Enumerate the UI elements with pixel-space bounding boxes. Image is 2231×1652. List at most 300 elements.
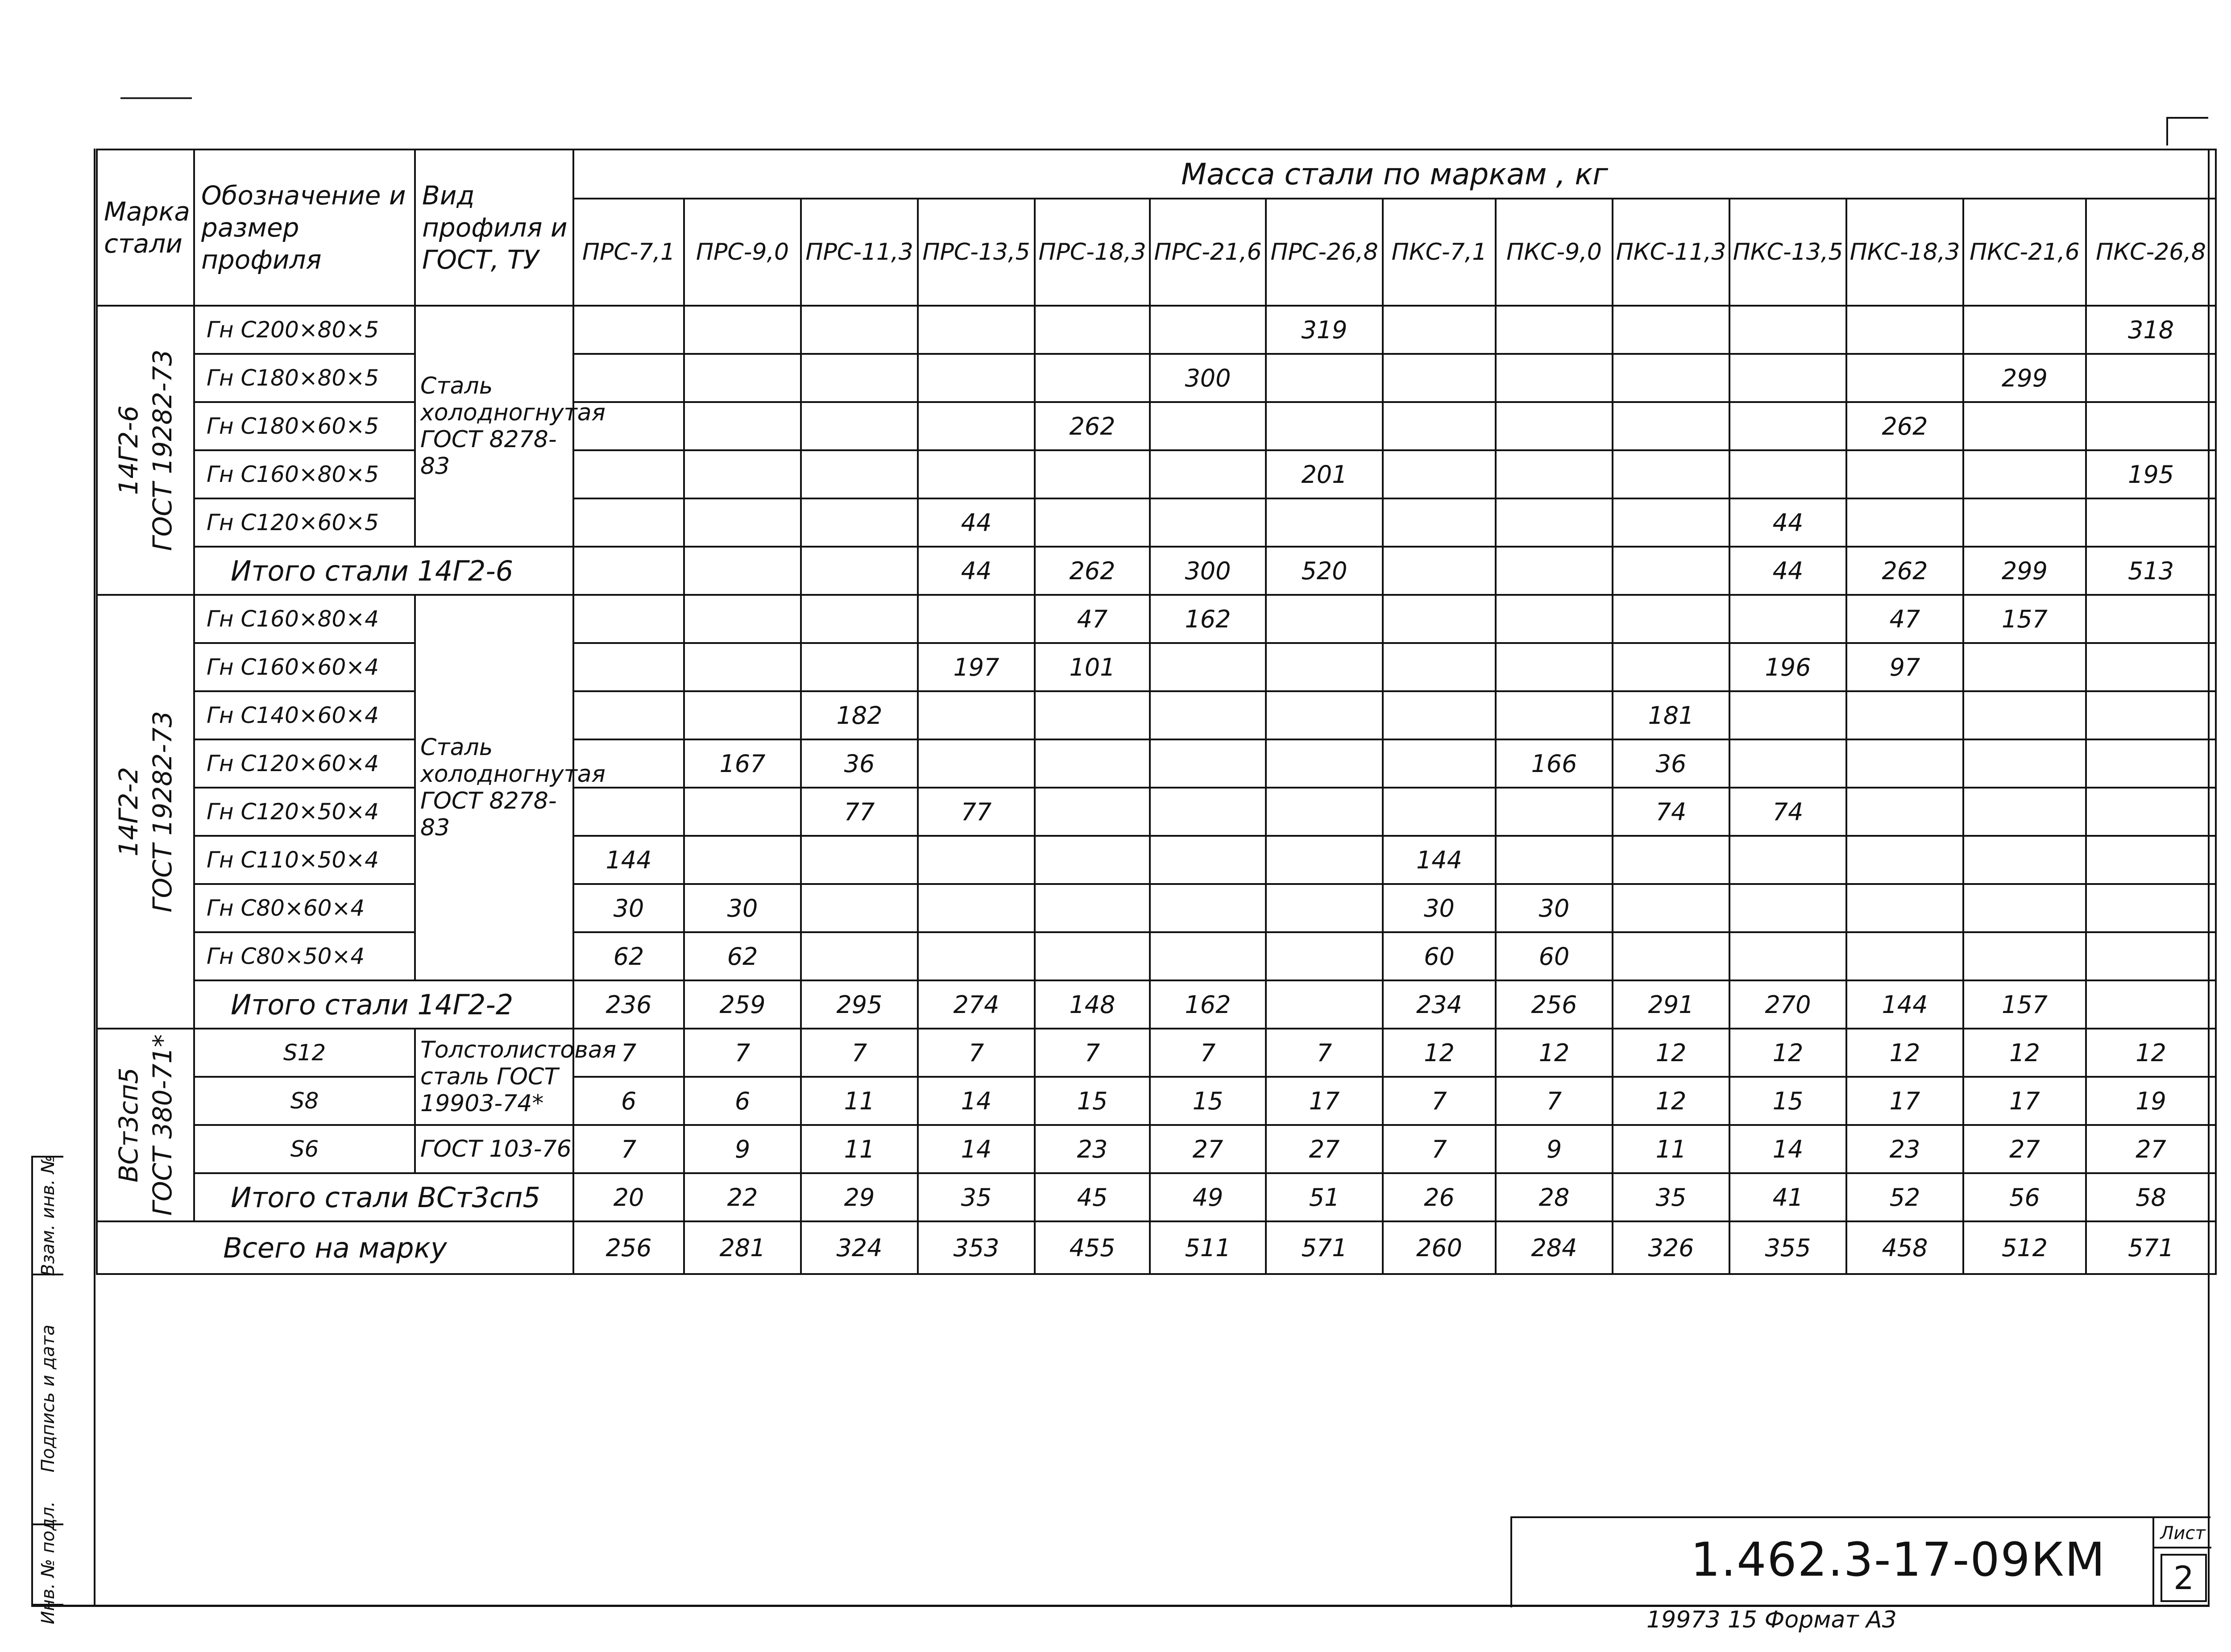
total-value: 326 [1613, 1221, 1729, 1274]
mass-value [573, 643, 684, 691]
mass-value [1383, 450, 1496, 498]
mass-value: 15 [1150, 1077, 1266, 1125]
mass-value: 62 [684, 932, 801, 980]
mass-value [1035, 498, 1150, 547]
mass-value [2086, 498, 2216, 547]
mass-value [2086, 402, 2216, 450]
table-row [97, 306, 2216, 354]
total-row [97, 1221, 2216, 1274]
mass-value [1266, 691, 1383, 739]
subtotal-value: 300 [1150, 547, 1266, 595]
mass-value: 12 [2086, 1029, 2216, 1077]
mass-value: 167 [684, 739, 801, 788]
mass-value [1035, 884, 1150, 932]
header-mark: ПРС-11,3 [801, 199, 918, 306]
mass-value [1383, 306, 1496, 354]
header-mark: ПКС-11,3 [1613, 199, 1729, 306]
mass-value: 44 [918, 498, 1035, 547]
mass-value [2086, 884, 2216, 932]
mass-value: 62 [573, 932, 684, 980]
mass-value [1266, 836, 1383, 884]
subtotal-value: 144 [1846, 980, 1963, 1029]
subtotal-value: 41 [1729, 1173, 1846, 1221]
mass-value [801, 498, 918, 547]
mass-value: 15 [1729, 1077, 1846, 1125]
mass-value: 182 [801, 691, 918, 739]
mass-value [1383, 739, 1496, 788]
total-value: 511 [1150, 1221, 1266, 1274]
mass-value: 30 [573, 884, 684, 932]
mass-value [1613, 498, 1729, 547]
mass-value: 11 [801, 1077, 918, 1125]
format-note: 19973 15 Формат А3 [1646, 1606, 1897, 1633]
mass-value: 181 [1613, 691, 1729, 739]
mass-value [1613, 836, 1729, 884]
mass-value: 7 [573, 1125, 684, 1173]
mass-value [1266, 402, 1383, 450]
mass-value [918, 691, 1035, 739]
subtotal-value: 44 [1729, 547, 1846, 595]
subtotal-value: 51 [1266, 1173, 1383, 1221]
mass-value [684, 595, 801, 643]
steel-grade-label [112, 349, 179, 551]
profile-cell: Гн C160×60×4 [194, 643, 415, 691]
header-profile: Обозначение и размер профиля [194, 149, 415, 306]
mass-value: 262 [1035, 402, 1150, 450]
total-value: 355 [1729, 1221, 1846, 1274]
mass-value [1729, 836, 1846, 884]
mass-value: 23 [1846, 1125, 1963, 1173]
mass-value [1496, 498, 1613, 547]
mass-value: 27 [1150, 1125, 1266, 1173]
steel-grade-gost: ГОСТ 19282-73 [147, 349, 178, 551]
mass-value: 9 [684, 1125, 801, 1173]
total-value: 256 [573, 1221, 684, 1274]
mass-value: 60 [1496, 932, 1613, 980]
mass-value [918, 595, 1035, 643]
total-value: 324 [801, 1221, 918, 1274]
mass-value [1846, 788, 1963, 836]
mass-value [1266, 354, 1383, 402]
profile-cell: S8 [194, 1077, 415, 1125]
header-mark: ПКС-26,8 [2086, 199, 2216, 306]
mass-value: 97 [1846, 643, 1963, 691]
mass-value [1266, 788, 1383, 836]
mass-value: 12 [1729, 1029, 1846, 1077]
mass-value: 262 [1846, 402, 1963, 450]
mass-value: 19 [2086, 1077, 2216, 1125]
total-value: 458 [1846, 1221, 1963, 1274]
table-row [97, 739, 2216, 788]
table-row [97, 691, 2216, 739]
subtotal-value [801, 547, 918, 595]
mass-value [1150, 788, 1266, 836]
side-cell-inv [33, 1501, 63, 1624]
mass-value: 6 [573, 1077, 684, 1125]
mass-value [1963, 498, 2086, 547]
side-label-replace: Взам. инв. № [38, 1155, 58, 1276]
mass-value [1266, 643, 1383, 691]
subtotal-value: 262 [1035, 547, 1150, 595]
subtotal-row [97, 1173, 2216, 1221]
mass-value: 299 [1963, 354, 2086, 402]
subtotal-value: 259 [684, 980, 801, 1029]
profile-kind: Сталь холодногнутая ГОСТ 8278-83 [415, 595, 573, 980]
header-mark: ПРС-13,5 [918, 199, 1035, 306]
mass-value: 6 [684, 1077, 801, 1125]
steel-grade-label [112, 1034, 179, 1216]
profile-cell: Гн C180×60×5 [194, 402, 415, 450]
subtotal-value: 56 [1963, 1173, 2086, 1221]
mass-value: 14 [1729, 1125, 1846, 1173]
mass-value: 12 [1613, 1077, 1729, 1125]
mass-value: 7 [1266, 1029, 1383, 1077]
total-value: 353 [918, 1221, 1035, 1274]
mass-value [1613, 402, 1729, 450]
mass-value [801, 306, 918, 354]
mass-value [1729, 932, 1846, 980]
mass-value [801, 643, 918, 691]
subtotal-value: 162 [1150, 980, 1266, 1029]
header-mark: ПРС-9,0 [684, 199, 801, 306]
total-value: 284 [1496, 1221, 1613, 1274]
mass-value: 201 [1266, 450, 1383, 498]
steel-mass-table [96, 149, 2217, 1275]
mass-value [1035, 836, 1150, 884]
mass-value [573, 788, 684, 836]
mass-value [1496, 643, 1613, 691]
mass-value [1035, 450, 1150, 498]
mass-value: 9 [1496, 1125, 1613, 1173]
mass-value: 27 [1963, 1125, 2086, 1173]
profile-cell: Гн C160×80×4 [194, 595, 415, 643]
mass-value [801, 402, 918, 450]
subtotal-label: Итого стали 14Г2-2 [194, 980, 573, 1029]
mass-value: 74 [1613, 788, 1729, 836]
mass-value [1383, 402, 1496, 450]
top-rule [120, 97, 192, 99]
mass-value [1150, 643, 1266, 691]
mass-value [1963, 739, 2086, 788]
mass-value [801, 450, 918, 498]
mass-value [1266, 498, 1383, 547]
subtotal-value: 35 [918, 1173, 1035, 1221]
subtotal-value: 520 [1266, 547, 1383, 595]
mass-value: 11 [1613, 1125, 1729, 1173]
profile-cell: Гн C200×80×5 [194, 306, 415, 354]
mass-value [1613, 884, 1729, 932]
mass-value [801, 354, 918, 402]
mass-value [1383, 788, 1496, 836]
table-row [97, 354, 2216, 402]
table-row [97, 1077, 2216, 1125]
mass-value [1150, 739, 1266, 788]
mass-value: 47 [1035, 595, 1150, 643]
subtotal-value [1496, 547, 1613, 595]
mass-value [1035, 932, 1150, 980]
subtotal-value: 49 [1150, 1173, 1266, 1221]
mass-value [1383, 498, 1496, 547]
mass-value [1613, 643, 1729, 691]
mass-value [801, 884, 918, 932]
mass-value [1846, 354, 1963, 402]
mass-value: 12 [1383, 1029, 1496, 1077]
table-row [97, 595, 2216, 643]
mass-value [918, 739, 1035, 788]
header-mark: ПКС-18,3 [1846, 199, 1963, 306]
mass-value: 74 [1729, 788, 1846, 836]
mass-value [2086, 691, 2216, 739]
side-stamp [31, 1155, 63, 1624]
mass-value [1729, 884, 1846, 932]
mass-value [1613, 450, 1729, 498]
mass-value [1150, 450, 1266, 498]
mass-value [1266, 739, 1383, 788]
mass-value [1035, 306, 1150, 354]
mass-value: 101 [1035, 643, 1150, 691]
mass-value [1383, 595, 1496, 643]
mass-value: 14 [918, 1125, 1035, 1173]
mass-value [1963, 402, 2086, 450]
mass-value: 195 [2086, 450, 2216, 498]
total-value: 281 [684, 1221, 801, 1274]
mass-value [1963, 691, 2086, 739]
total-value: 455 [1035, 1221, 1150, 1274]
total-label: Всего на марку [97, 1221, 573, 1274]
mass-value [1963, 932, 2086, 980]
header-grade: Марка стали [97, 149, 194, 306]
mass-value: 36 [1613, 739, 1729, 788]
mass-value [573, 354, 684, 402]
subtotal-value [1613, 547, 1729, 595]
mass-value [1613, 354, 1729, 402]
mass-value [1846, 450, 1963, 498]
subtotal-value [2086, 980, 2216, 1029]
subtotal-value: 35 [1613, 1173, 1729, 1221]
mass-value [1613, 306, 1729, 354]
mass-value [2086, 354, 2216, 402]
profile-cell: Гн C140×60×4 [194, 691, 415, 739]
total-value: 571 [1266, 1221, 1383, 1274]
mass-value [1150, 884, 1266, 932]
profile-cell: S6 [194, 1125, 415, 1173]
mass-value: 77 [801, 788, 918, 836]
title-block [1510, 1516, 2210, 1607]
mass-value [1729, 354, 1846, 402]
sheet-number: 2 [2161, 1554, 2207, 1602]
mass-value: 12 [1963, 1029, 2086, 1077]
mass-value: 30 [684, 884, 801, 932]
mass-value [2086, 595, 2216, 643]
corner-mark [2166, 117, 2208, 145]
steel-grade: ВСт3сп5 [113, 1067, 144, 1183]
mass-value [1035, 739, 1150, 788]
mass-value [1963, 306, 2086, 354]
mass-value: 7 [1035, 1029, 1150, 1077]
subtotal-value: 291 [1613, 980, 1729, 1029]
mass-value: 12 [1846, 1029, 1963, 1077]
mass-value [2086, 836, 2216, 884]
mass-value [1846, 932, 1963, 980]
table-row [97, 1029, 2216, 1077]
mass-value [1150, 836, 1266, 884]
mass-value: 157 [1963, 595, 2086, 643]
header-mark: ПКС-13,5 [1729, 199, 1846, 306]
mass-value [1613, 932, 1729, 980]
mass-value: 7 [684, 1029, 801, 1077]
header-mark: ПКС-21,6 [1963, 199, 2086, 306]
profile-cell: Гн C120×50×4 [194, 788, 415, 836]
mass-value [1035, 788, 1150, 836]
mass-value [1150, 932, 1266, 980]
mass-value [801, 595, 918, 643]
mass-value: 12 [1613, 1029, 1729, 1077]
drawing-code: 1.462.3-17-09КМ [1691, 1532, 2106, 1587]
mass-value [1150, 498, 1266, 547]
mass-value [918, 932, 1035, 980]
subtotal-value: 236 [573, 980, 684, 1029]
table-row [97, 402, 2216, 450]
mass-value [1383, 643, 1496, 691]
table-row [97, 836, 2216, 884]
mass-value: 196 [1729, 643, 1846, 691]
subtotal-value [1383, 547, 1496, 595]
mass-value: 17 [1963, 1077, 2086, 1125]
mass-value [1035, 354, 1150, 402]
mass-value [1496, 450, 1613, 498]
header-mark: ПРС-21,6 [1150, 199, 1266, 306]
profile-kind: ГОСТ 103-76 [415, 1125, 573, 1173]
mass-value [684, 402, 801, 450]
mass-value [684, 691, 801, 739]
mass-value: 15 [1035, 1077, 1150, 1125]
mass-value [1266, 932, 1383, 980]
mass-value [1496, 402, 1613, 450]
subtotal-value: 262 [1846, 547, 1963, 595]
profile-cell: Гн C110×50×4 [194, 836, 415, 884]
mass-value [1613, 595, 1729, 643]
mass-value [1266, 884, 1383, 932]
mass-value: 14 [918, 1077, 1035, 1125]
mass-value [1963, 884, 2086, 932]
table-row [97, 643, 2216, 691]
mass-value [1496, 354, 1613, 402]
subtotal-value: 157 [1963, 980, 2086, 1029]
table-row [97, 932, 2216, 980]
mass-value: 7 [801, 1029, 918, 1077]
mass-value: 27 [2086, 1125, 2216, 1173]
total-value: 260 [1383, 1221, 1496, 1274]
table-row [97, 884, 2216, 932]
subtotal-value [684, 547, 801, 595]
mass-value: 7 [1496, 1077, 1613, 1125]
mass-value [1729, 450, 1846, 498]
mass-value [573, 498, 684, 547]
steel-grade-cell [97, 306, 194, 595]
mass-value: 30 [1496, 884, 1613, 932]
subtotal-value: 256 [1496, 980, 1613, 1029]
mass-value [1846, 306, 1963, 354]
mass-value [684, 836, 801, 884]
subtotal-label: Итого стали ВСт3сп5 [194, 1173, 573, 1221]
mass-value [684, 643, 801, 691]
subtotal-value: 299 [1963, 547, 2086, 595]
mass-value [1846, 836, 1963, 884]
mass-value [573, 450, 684, 498]
mass-value: 162 [1150, 595, 1266, 643]
mass-value [1729, 306, 1846, 354]
mass-value [1496, 691, 1613, 739]
subtotal-value: 513 [2086, 547, 2216, 595]
mass-value [684, 498, 801, 547]
table-row [97, 498, 2216, 547]
subtotal-value: 58 [2086, 1173, 2216, 1221]
mass-value: 7 [1383, 1077, 1496, 1125]
mass-value: 7 [1383, 1125, 1496, 1173]
mass-value [573, 306, 684, 354]
mass-value: 27 [1266, 1125, 1383, 1173]
subtotal-value: 234 [1383, 980, 1496, 1029]
side-cell-sign [33, 1274, 63, 1525]
header-mark: ПРС-26,8 [1266, 199, 1383, 306]
mass-value: 44 [1729, 498, 1846, 547]
table-row [97, 788, 2216, 836]
steel-grade-cell [97, 1029, 194, 1221]
steel-grade: 14Г2-6 [113, 405, 144, 495]
profile-cell: Гн C180×80×5 [194, 354, 415, 402]
mass-value [1963, 836, 2086, 884]
mass-value: 11 [801, 1125, 918, 1173]
mass-value: 47 [1846, 595, 1963, 643]
mass-value [918, 306, 1035, 354]
mass-value: 7 [918, 1029, 1035, 1077]
subtotal-value [573, 547, 684, 595]
side-label-inv: Инв. № подл. [38, 1501, 58, 1624]
mass-value [1729, 691, 1846, 739]
mass-value [573, 691, 684, 739]
mass-value [684, 450, 801, 498]
profile-kind: Толстолистовая сталь ГОСТ 19903-74* [415, 1029, 573, 1125]
mass-value: 300 [1150, 354, 1266, 402]
mass-value [684, 354, 801, 402]
mass-value [1729, 402, 1846, 450]
subtotal-value: 26 [1383, 1173, 1496, 1221]
mass-value: 12 [1496, 1029, 1613, 1077]
header-mass-title: Масса стали по маркам , кг [573, 149, 2216, 199]
mass-value [918, 884, 1035, 932]
subtotal-value: 148 [1035, 980, 1150, 1029]
subtotal-value: 20 [573, 1173, 684, 1221]
subtotal-value: 44 [918, 547, 1035, 595]
mass-value [1150, 691, 1266, 739]
mass-value [684, 306, 801, 354]
mass-value [1963, 450, 2086, 498]
subtotal-value [1266, 980, 1383, 1029]
profile-cell: Гн C120×60×5 [194, 498, 415, 547]
mass-value [1150, 306, 1266, 354]
frame-left [94, 149, 95, 1606]
mass-value: 23 [1035, 1125, 1150, 1173]
subtotal-value: 295 [801, 980, 918, 1029]
mass-value [1496, 836, 1613, 884]
mass-value [801, 932, 918, 980]
subtotal-value: 22 [684, 1173, 801, 1221]
sheet-label: Лист [2154, 1520, 2211, 1548]
mass-value: 36 [801, 739, 918, 788]
side-cell-replace [33, 1155, 63, 1276]
mass-value: 144 [1383, 836, 1496, 884]
mass-value [1496, 595, 1613, 643]
